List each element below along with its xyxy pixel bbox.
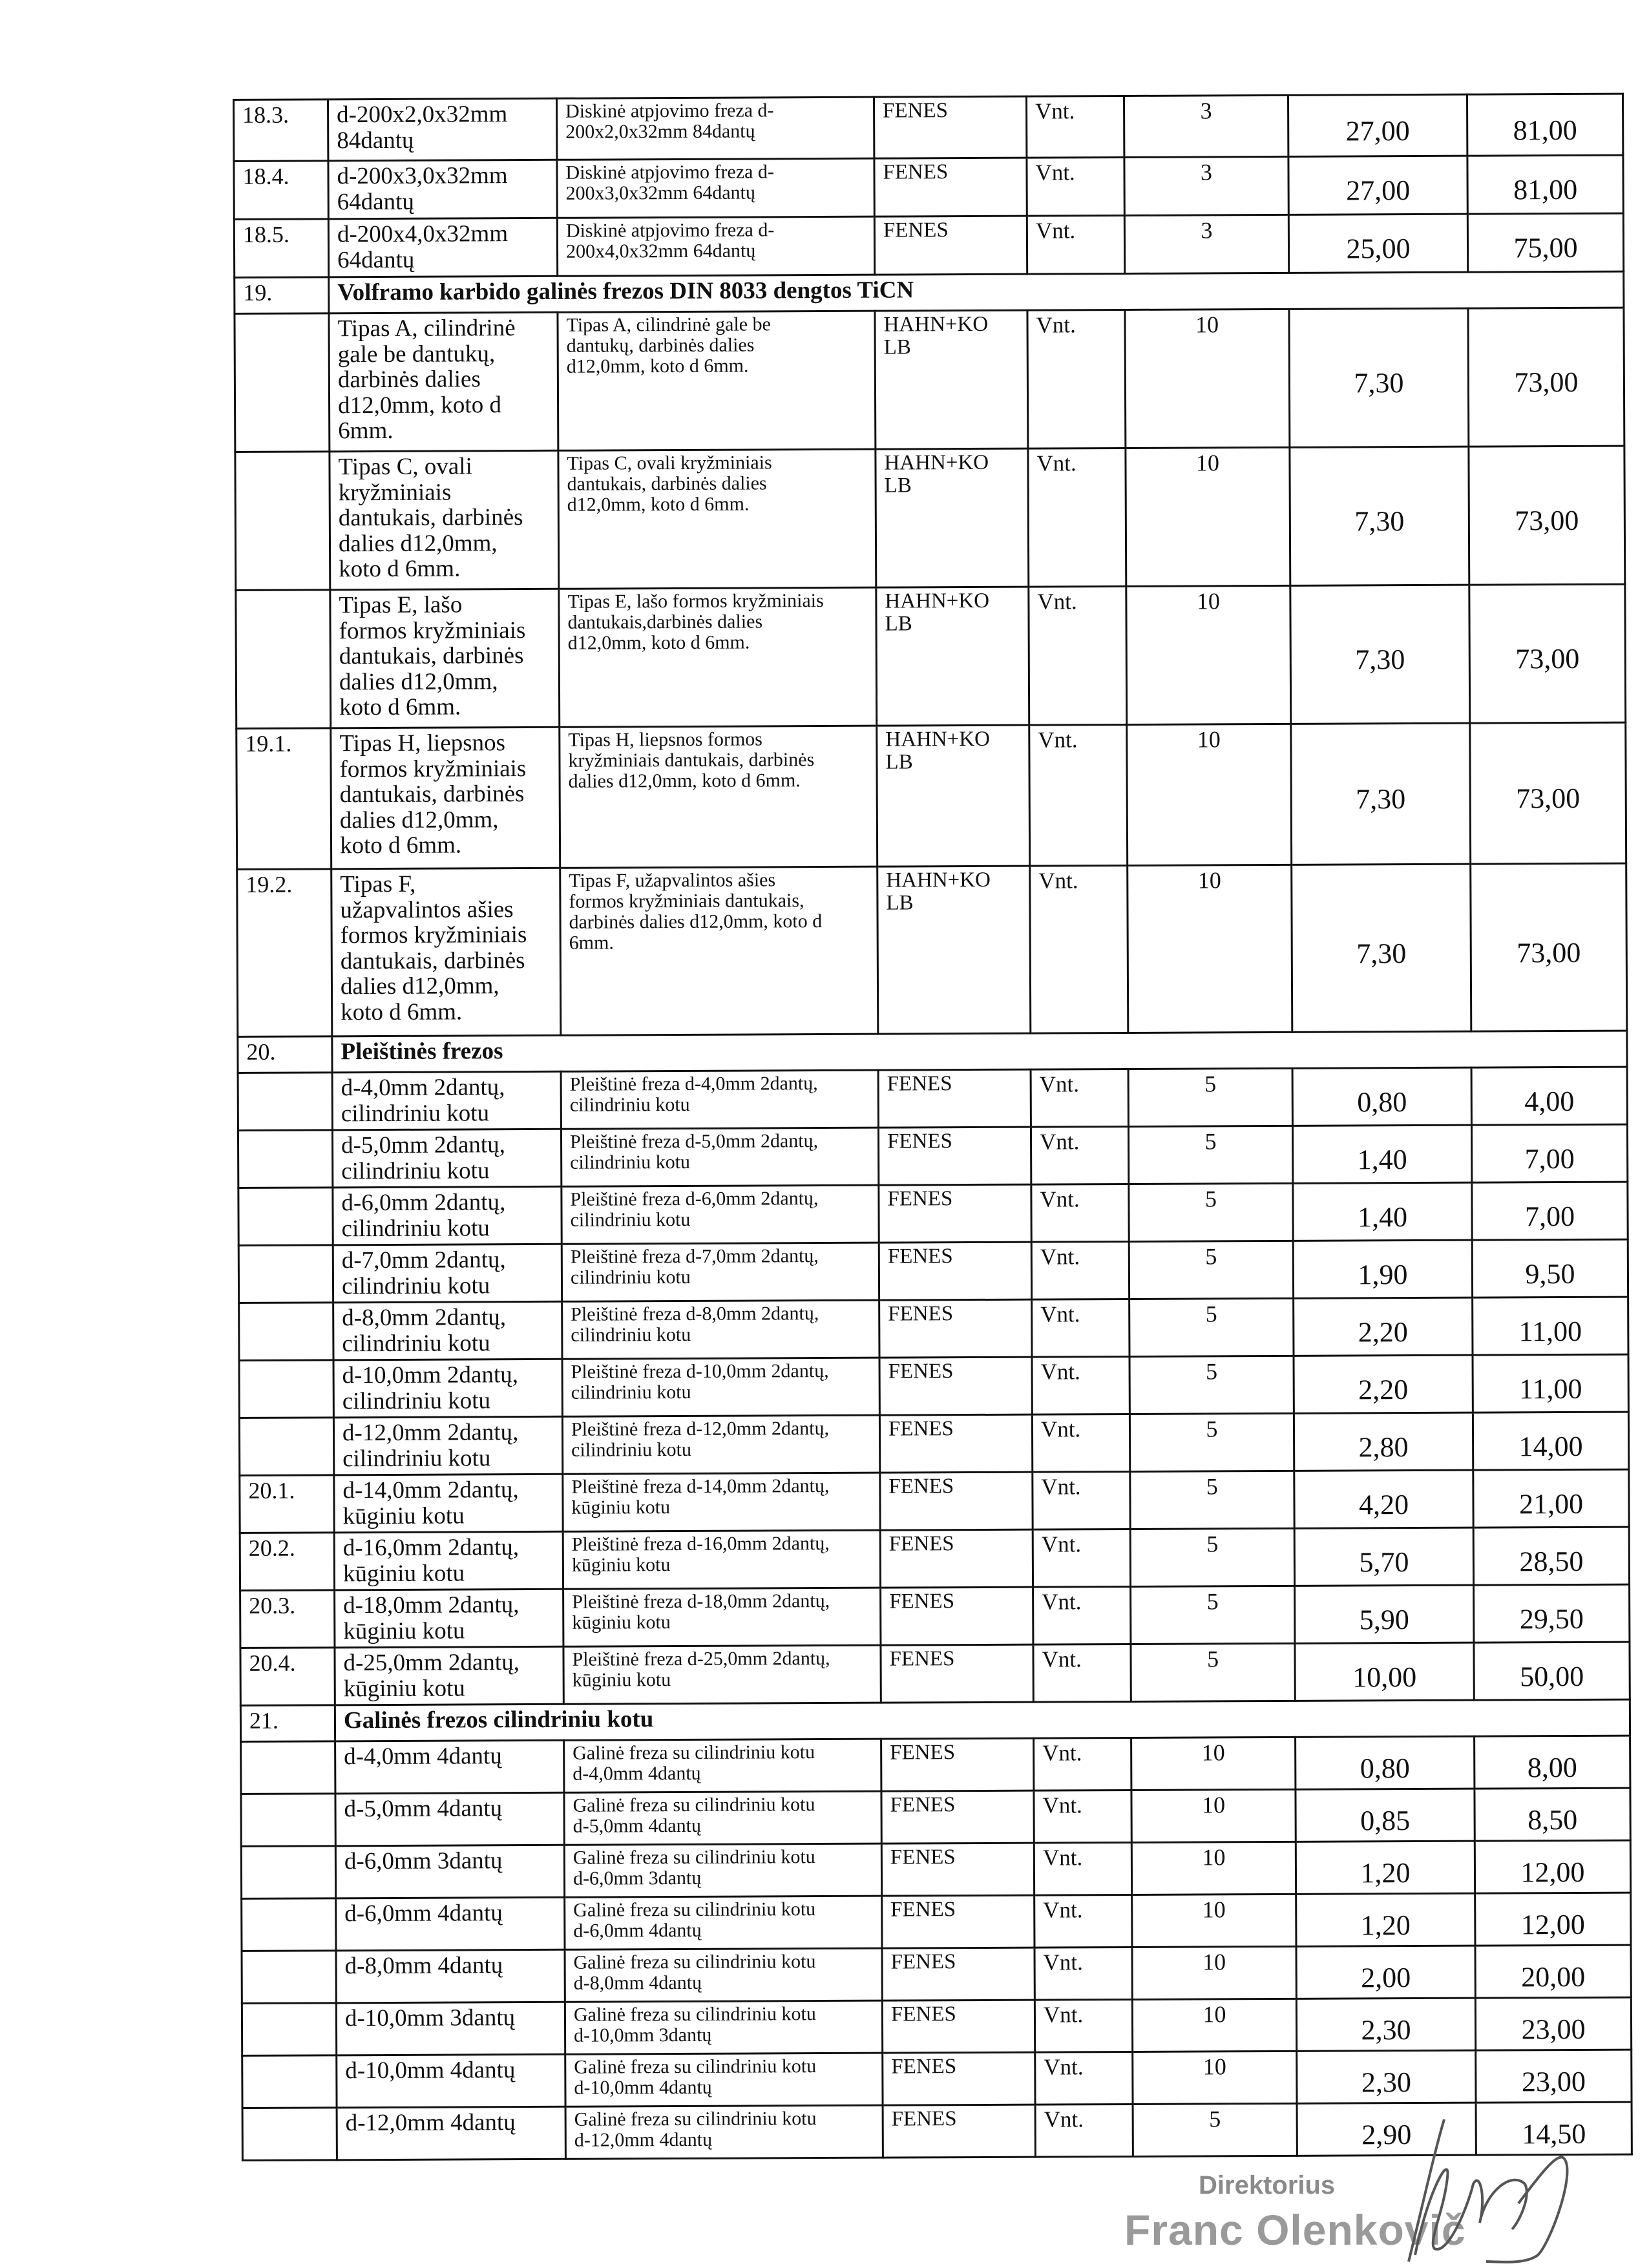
manufacturer: FENES	[879, 1184, 1031, 1243]
total-price: 14,50	[1476, 2102, 1632, 2155]
unit-price: 27,00	[1288, 94, 1467, 156]
unit: Vnt.	[1034, 1790, 1131, 1843]
quantity: 3	[1124, 95, 1288, 157]
unit: Vnt.	[1032, 1299, 1129, 1357]
total-price: 7,00	[1471, 1124, 1627, 1182]
manufacturer: HAHN+KO LB	[875, 310, 1028, 449]
total-price: 81,00	[1467, 155, 1623, 214]
item-number: 20.1.	[240, 1475, 334, 1533]
item-number: 20.2.	[240, 1533, 334, 1591]
quantity: 5	[1129, 1413, 1294, 1471]
unit: Vnt.	[1034, 1738, 1131, 1790]
manufacturer: FENES	[879, 1299, 1032, 1358]
unit-price: 2,30	[1297, 2050, 1476, 2103]
section-header-row	[235, 271, 1624, 313]
unit: Vnt.	[1032, 1414, 1129, 1472]
item-number: 19.	[235, 277, 329, 314]
unit-price: 0,80	[1296, 1736, 1475, 1789]
item-number	[241, 1741, 335, 1794]
manufacturer: FENES	[874, 216, 1027, 275]
unit: Vnt.	[1027, 157, 1124, 216]
table-row	[239, 1354, 1628, 1418]
total-price: 81,00	[1467, 94, 1623, 156]
item-number: 18.3.	[234, 100, 328, 162]
unit-price: 1,90	[1293, 1240, 1472, 1298]
item-number	[241, 1846, 335, 1899]
total-price: 28,50	[1473, 1527, 1629, 1585]
item-description: Tipas E, lašo formos kryžminiais dantukais,darbinės dalies d12,0mm, koto d 6mm.	[559, 587, 877, 727]
table-row	[234, 155, 1623, 219]
section-title: Pleištinės frezos	[332, 1031, 1627, 1073]
table-row	[240, 1584, 1630, 1648]
item-number	[242, 1898, 336, 1951]
total-price: 73,00	[1470, 722, 1626, 864]
item-number: 19.2.	[237, 869, 332, 1037]
item-number	[242, 1951, 336, 2004]
item-description: Pleištinė freza d-12,0mm 2dantų, cilindriniu kotu	[562, 1415, 879, 1474]
manufacturer: HAHN+KO LB	[876, 587, 1029, 726]
item-number: 21.	[240, 1705, 335, 1742]
item-description: Diskinė atpjovimo freza d- 200x3,0x32mm 64dantų	[557, 158, 874, 218]
total-price: 11,00	[1473, 1297, 1628, 1355]
total-price: 9,50	[1472, 1239, 1628, 1297]
total-price: 50,00	[1474, 1642, 1630, 1700]
manufacturer: FENES	[878, 1127, 1031, 1185]
manufacturer: FENES	[874, 96, 1026, 158]
item-number	[235, 452, 330, 591]
item-description: Galinė freza su cilindriniu kotu d-5,0mm 4dantų	[564, 1791, 881, 1845]
unit-price: 2,30	[1296, 1998, 1475, 2051]
stamp-role: Direktorius	[1199, 2171, 1336, 2200]
unit-price: 1,40	[1293, 1182, 1472, 1241]
table-row	[238, 1067, 1627, 1130]
quantity: 10	[1132, 1999, 1296, 2052]
total-price: 12,00	[1475, 1840, 1630, 1893]
unit: Vnt.	[1033, 1644, 1131, 1702]
table-row	[240, 1642, 1630, 1705]
table-row	[238, 1124, 1627, 1188]
table-row	[242, 1997, 1631, 2055]
manufacturer: FENES	[883, 2105, 1035, 2158]
item-name: d-16,0mm 2dantų, kūginiu kotu	[334, 1531, 563, 1590]
item-description: Pleištinė freza d-6,0mm 2dantų, cilindriniu kotu	[562, 1185, 879, 1244]
unit-price: 5,90	[1295, 1585, 1474, 1643]
manufacturer: FENES	[882, 1895, 1035, 1948]
item-name: d-10,0mm 4dantų	[337, 2054, 565, 2108]
quantity: 3	[1124, 215, 1288, 273]
unit-price: 27,00	[1288, 156, 1467, 215]
table-row	[241, 1736, 1630, 1794]
manufacturer: FENES	[880, 1529, 1033, 1588]
item-description: Pleištinė freza d-25,0mm 2dantų, kūginiu kotu	[563, 1645, 881, 1704]
quantity: 10	[1133, 2051, 1297, 2104]
item-description: Pleištinė freza d-8,0mm 2dantų, cilindriniu kotu	[562, 1300, 879, 1359]
item-description: Galinė freza su cilindriniu kotu d-6,0mm 3dantų	[564, 1843, 881, 1897]
manufacturer: FENES	[882, 2000, 1035, 2053]
item-number	[236, 590, 331, 729]
quantity: 5	[1130, 1471, 1294, 1529]
item-name: d-25,0mm 2dantų, kūginiu kotu	[335, 1646, 563, 1705]
section-header-row	[238, 1031, 1627, 1073]
item-number: 18.5.	[234, 219, 328, 278]
total-price: 75,00	[1467, 213, 1623, 272]
unit: Vnt.	[1033, 1471, 1130, 1529]
item-description: Pleištinė freza d-4,0mm 2dantų, cilindriniu kotu	[561, 1070, 878, 1129]
unit-price: 1,20	[1296, 1841, 1475, 1894]
quantity: 10	[1126, 447, 1290, 586]
unit-price: 7,30	[1290, 446, 1469, 585]
item-description: Tipas H, liepsnos formos kryžminiais dantukais, darbinės dalies d12,0mm, koto d 6mm.	[560, 726, 877, 868]
item-number	[242, 2003, 336, 2056]
unit-price: 2,00	[1296, 1946, 1475, 1999]
item-name: Tipas E, lašo formos kryžminiais dantukais, darbinės dalies d12,0mm, koto d 6mm.	[330, 589, 560, 728]
item-name: d-8,0mm 2dantų, cilindriniu kotu	[333, 1301, 562, 1360]
item-description: Diskinė atpjovimo freza d- 200x4,0x32mm 64dantų	[557, 216, 874, 276]
item-number: 18.4.	[234, 161, 328, 220]
unit-price: 2,90	[1297, 2103, 1476, 2156]
item-name: Tipas H, liepsnos formos kryžminiais dantukais, darbinės dalies d12,0mm, koto d 6mm.	[331, 727, 560, 869]
unit-price: 1,20	[1296, 1893, 1475, 1946]
quantity: 5	[1129, 1183, 1293, 1241]
item-number	[239, 1303, 333, 1361]
quantity: 10	[1131, 1789, 1296, 1842]
quantity: 10	[1128, 865, 1292, 1033]
item-name: d-5,0mm 4dantų	[335, 1792, 564, 1846]
item-number: 20.4.	[240, 1648, 335, 1706]
quantity: 5	[1129, 1298, 1294, 1356]
item-number: 20.3.	[240, 1590, 335, 1648]
total-price: 8,00	[1475, 1736, 1630, 1789]
unit: Vnt.	[1035, 1895, 1132, 1948]
manufacturer: FENES	[883, 2052, 1035, 2105]
section-header-row	[240, 1699, 1630, 1741]
item-name: Tipas C, ovali kryžminiais dantukais, darbinės dalies d12,0mm, koto d 6mm.	[330, 450, 559, 590]
unit-price: 5,70	[1294, 1528, 1473, 1586]
unit-price: 1,40	[1292, 1125, 1471, 1183]
item-description: Pleištinė freza d-7,0mm 2dantų, cilindriniu kotu	[562, 1243, 879, 1301]
item-name: d-200x2,0x32mm 84dantų	[328, 98, 557, 161]
table-row	[236, 722, 1626, 869]
unit: Vnt.	[1029, 586, 1127, 725]
unit: Vnt.	[1031, 1069, 1128, 1127]
total-price: 73,00	[1471, 863, 1627, 1031]
item-description: Galinė freza su cilindriniu kotu d-6,0mm 4dantų	[565, 1896, 882, 1949]
quantity: 5	[1130, 1528, 1294, 1586]
manufacturer: FENES	[881, 1644, 1033, 1703]
unit-price: 7,30	[1289, 308, 1469, 447]
unit: Vnt.	[1031, 1184, 1129, 1242]
item-number	[239, 1360, 333, 1418]
unit: Vnt.	[1035, 2052, 1133, 2105]
unit: Vnt.	[1029, 724, 1128, 866]
quantity: 5	[1129, 1241, 1293, 1299]
item-number	[238, 1073, 332, 1131]
total-price: 73,00	[1468, 308, 1624, 446]
manufacturer: FENES	[879, 1357, 1032, 1415]
unit: Vnt.	[1033, 1529, 1130, 1587]
table-row	[238, 1182, 1628, 1245]
item-description: Tipas C, ovali kryžminiais dantukais, darbinės dalies d12,0mm, koto d 6mm.	[558, 449, 876, 589]
table-row	[239, 1412, 1628, 1475]
unit: Vnt.	[1028, 448, 1126, 587]
unit-price: 0,80	[1292, 1067, 1471, 1126]
unit: Vnt.	[1032, 1356, 1129, 1414]
table-row	[234, 94, 1623, 161]
unit: Vnt.	[1027, 310, 1126, 448]
unit: Vnt.	[1035, 1999, 1132, 2052]
item-name: d-6,0mm 4dantų	[336, 1897, 565, 1951]
item-name: d-8,0mm 4dantų	[336, 1949, 565, 2003]
unit: Vnt.	[1026, 96, 1124, 158]
table-row	[241, 1840, 1630, 1898]
total-price: 7,00	[1472, 1182, 1628, 1240]
item-number	[242, 2055, 337, 2108]
unit-price: 2,80	[1294, 1412, 1473, 1471]
quantity: 10	[1127, 724, 1292, 865]
total-price: 21,00	[1473, 1469, 1629, 1528]
table-row	[235, 308, 1624, 452]
table-row	[239, 1297, 1628, 1360]
total-price: 20,00	[1475, 1945, 1631, 1998]
total-price: 8,50	[1475, 1788, 1630, 1841]
unit-price: 7,30	[1290, 585, 1470, 724]
total-price: 23,00	[1475, 1997, 1631, 2050]
item-name: d-6,0mm 2dantų, cilindriniu kotu	[333, 1186, 562, 1245]
unit-price: 25,00	[1288, 214, 1467, 273]
quantity: 10	[1132, 1946, 1296, 1999]
manufacturer: FENES	[879, 1414, 1032, 1473]
unit-price: 2,20	[1294, 1297, 1473, 1356]
total-price: 12,00	[1475, 1893, 1631, 1946]
table-row	[241, 1788, 1630, 1846]
manufacturer: FENES	[879, 1242, 1031, 1300]
item-description: Tipas A, cilindrinė gale be dantukų, darbinės dalies d12,0mm, koto d 6mm.	[558, 311, 876, 450]
table-row	[238, 1239, 1628, 1303]
quantity: 5	[1128, 1126, 1292, 1184]
manufacturer: FENES	[881, 1843, 1034, 1896]
item-name: d-200x4,0x32mm 64dantų	[328, 218, 557, 277]
item-description: Pleištinė freza d-14,0mm 2dantų, kūginiu kotu	[563, 1473, 880, 1531]
unit: Vnt.	[1034, 1842, 1131, 1895]
stamp-name: Franc Olenkovič	[1124, 2206, 1466, 2254]
manufacturer: FENES	[881, 1738, 1034, 1791]
item-name: d-10,0mm 3dantų	[336, 2002, 565, 2055]
unit-price: 4,20	[1294, 1470, 1473, 1528]
unit: Vnt.	[1033, 1586, 1131, 1644]
unit-price: 7,30	[1292, 864, 1471, 1032]
item-description: Tipas F, užapvalintos ašies formos kryžminiais dantukais, darbinės dalies d12,0mm, koto d 6mm.	[560, 866, 878, 1035]
unit: Vnt.	[1035, 1947, 1132, 2000]
quantity: 3	[1124, 156, 1288, 215]
item-number	[238, 1245, 333, 1303]
total-price: 29,50	[1474, 1584, 1630, 1643]
unit: Vnt.	[1035, 2104, 1133, 2157]
unit: Vnt.	[1031, 1126, 1128, 1184]
item-number: 20.	[238, 1036, 332, 1073]
quantity: 10	[1132, 1894, 1296, 1947]
table-row	[235, 446, 1625, 590]
table-row	[237, 863, 1627, 1036]
quantity: 10	[1125, 309, 1290, 448]
quantity: 5	[1131, 1586, 1295, 1644]
item-description: Pleištinė freza d-16,0mm 2dantų, kūginiu kotu	[563, 1530, 880, 1589]
item-number	[239, 1418, 333, 1476]
item-name: d-10,0mm 2dantų, cilindriniu kotu	[333, 1359, 562, 1418]
item-number	[238, 1188, 333, 1246]
item-number	[238, 1130, 332, 1188]
table-row	[234, 213, 1623, 277]
quantity: 5	[1133, 2103, 1297, 2156]
total-price: 11,00	[1473, 1354, 1628, 1412]
item-number: 19.1.	[236, 728, 331, 870]
unit: Vnt.	[1027, 215, 1124, 274]
item-description: Galinė freza su cilindriniu kotu d-8,0mm 4dantų	[565, 1948, 882, 2002]
unit-price: 2,20	[1294, 1355, 1473, 1413]
total-price: 73,00	[1469, 584, 1626, 723]
unit-price: 7,30	[1291, 723, 1471, 865]
manufacturer: FENES	[874, 158, 1027, 216]
table-row	[236, 584, 1626, 728]
item-description: Galinė freza su cilindriniu kotu d-10,0mm 4dantų	[565, 2053, 883, 2106]
table-row	[242, 2050, 1632, 2108]
item-number	[242, 2108, 337, 2161]
item-name: d-5,0mm 2dantų, cilindriniu kotu	[332, 1129, 561, 1188]
signature	[1389, 2113, 1596, 2268]
unit: Vnt.	[1030, 865, 1128, 1033]
quantity: 10	[1126, 585, 1291, 724]
manufacturer: FENES	[878, 1069, 1031, 1128]
manufacturer: HAHN+KO LB	[877, 725, 1030, 866]
item-name: Tipas A, cilindrinė gale be dantukų, darbinės dalies d12,0mm, koto d 6mm.	[329, 312, 558, 452]
manufacturer: FENES	[881, 1790, 1034, 1843]
total-price: 4,00	[1471, 1067, 1627, 1125]
item-name: d-12,0mm 2dantų, cilindriniu kotu	[333, 1416, 562, 1475]
item-description: Galinė freza su cilindriniu kotu d-10,0mm 3dantų	[565, 2000, 882, 2054]
quantity: 10	[1131, 1737, 1296, 1790]
price-table	[233, 93, 1633, 2161]
manufacturer: HAHN+KO LB	[876, 448, 1029, 587]
item-name: d-6,0mm 3dantų	[335, 1845, 564, 1898]
item-name: d-12,0mm 4dantų	[337, 2106, 565, 2160]
item-name: d-4,0mm 4dantų	[335, 1740, 564, 1794]
table-row	[240, 1469, 1629, 1533]
item-description: Pleištinė freza d-10,0mm 2dantų, cilindriniu kotu	[562, 1358, 879, 1416]
item-name: d-18,0mm 2dantų, kūginiu kotu	[335, 1589, 563, 1648]
total-price: 73,00	[1469, 446, 1625, 585]
quantity: 5	[1129, 1356, 1294, 1414]
manufacturer: FENES	[882, 1948, 1035, 2000]
item-number	[235, 313, 330, 452]
manufacturer: FENES	[880, 1472, 1033, 1530]
manufacturer: HAHN+KO LB	[877, 866, 1031, 1034]
quantity: 5	[1128, 1068, 1292, 1126]
total-price: 14,00	[1473, 1412, 1628, 1470]
quantity: 5	[1131, 1643, 1295, 1701]
table-row	[242, 1893, 1631, 1951]
unit-price: 10,00	[1295, 1643, 1474, 1701]
manufacturer: FENES	[881, 1587, 1033, 1645]
item-description: Diskinė atpjovimo freza d- 200x2,0x32mm 84dantų	[557, 97, 874, 160]
unit-price: 0,85	[1296, 1789, 1475, 1842]
item-number	[241, 1794, 335, 1847]
total-price: 23,00	[1476, 2050, 1632, 2103]
item-description: Galinė freza su cilindriniu kotu d-4,0mm 4dantų	[564, 1739, 881, 1792]
section-title: Galinės frezos cilindriniu kotu	[335, 1699, 1630, 1741]
item-name: d-14,0mm 2dantų, kūginiu kotu	[334, 1474, 563, 1533]
item-description: Galinė freza su cilindriniu kotu d-12,0mm 4dantų	[565, 2105, 883, 2159]
item-description: Pleištinė freza d-18,0mm 2dantų, kūginiu kotu	[563, 1588, 881, 1646]
item-name: d-4,0mm 2dantų, cilindriniu kotu	[332, 1071, 561, 1130]
item-description: Pleištinė freza d-5,0mm 2dantų, cilindriniu kotu	[561, 1128, 878, 1186]
quantity: 10	[1131, 1842, 1296, 1895]
section-title: Volframo karbido galinės frezos DIN 8033 dengtos TiCN	[329, 271, 1624, 313]
item-name: d-7,0mm 2dantų, cilindriniu kotu	[333, 1244, 562, 1303]
item-name: d-200x3,0x32mm 64dantų	[328, 160, 557, 219]
table-row	[240, 1527, 1629, 1590]
table-row	[242, 1945, 1631, 2003]
item-name: Tipas F, užapvalintos ašies formos kryžminiais dantukais, darbinės dalies d12,0mm, koto d 6mm.	[331, 868, 561, 1036]
unit: Vnt.	[1031, 1241, 1129, 1299]
